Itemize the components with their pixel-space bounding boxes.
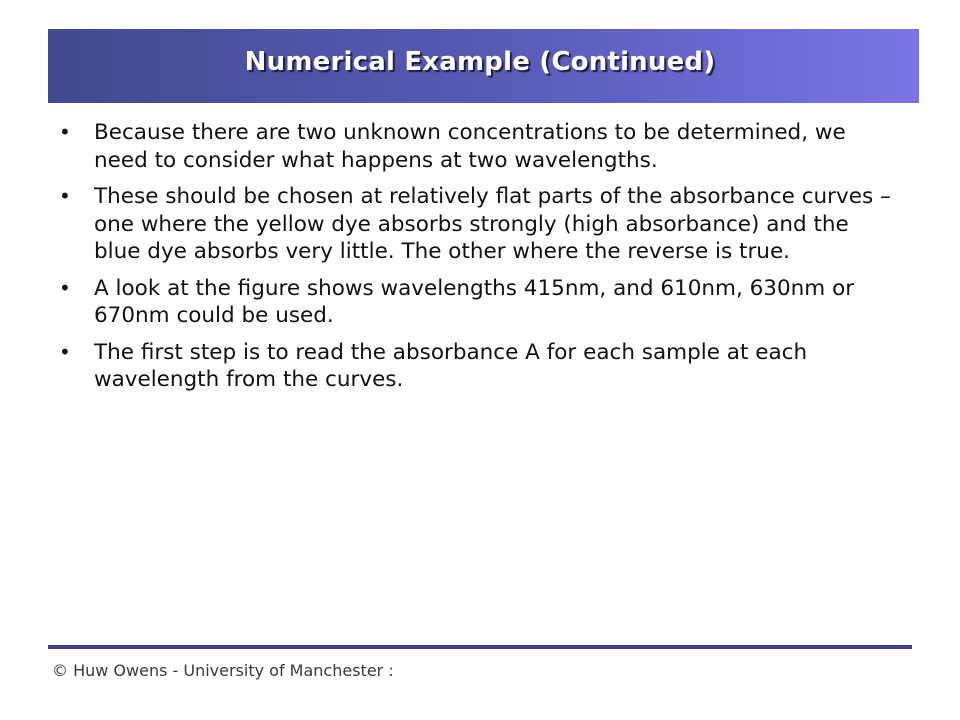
bullet-list <box>58 119 898 403</box>
slide-title: Numerical Example (Continued) <box>244 47 716 77</box>
bullet-text: The first step is to read the absorbance A for each sample at each wavelength from the curves. <box>94 339 808 392</box>
bullet-dot-icon: • <box>59 184 71 208</box>
bullet-text: These should be chosen at relatively flat parts of the absorbance curves – one where the yellow dye absorbs strongly (high absorbance) and the blue dye absorbs very little. The other where the reverse is true. <box>94 184 891 264</box>
bullet-dot-icon: • <box>59 120 71 144</box>
bullet-item <box>58 119 898 174</box>
footer-divider <box>48 645 912 649</box>
bullet-text: A look at the figure shows wavelengths 415nm, and 610nm, 630nm or 670nm could be used. <box>94 275 855 328</box>
bullet-dot-icon: • <box>59 275 71 300</box>
bullet-dot-icon: • <box>59 339 71 364</box>
bullet-item <box>58 275 898 330</box>
bullet-item <box>58 183 898 266</box>
bullet-text: Because there are two unknown concentrations to be determined, we need to consider what happens at two wavelengths. <box>94 120 846 173</box>
footer-copyright: © Huw Owens - University of Manchester : <box>52 661 394 680</box>
bullet-item <box>58 339 898 394</box>
